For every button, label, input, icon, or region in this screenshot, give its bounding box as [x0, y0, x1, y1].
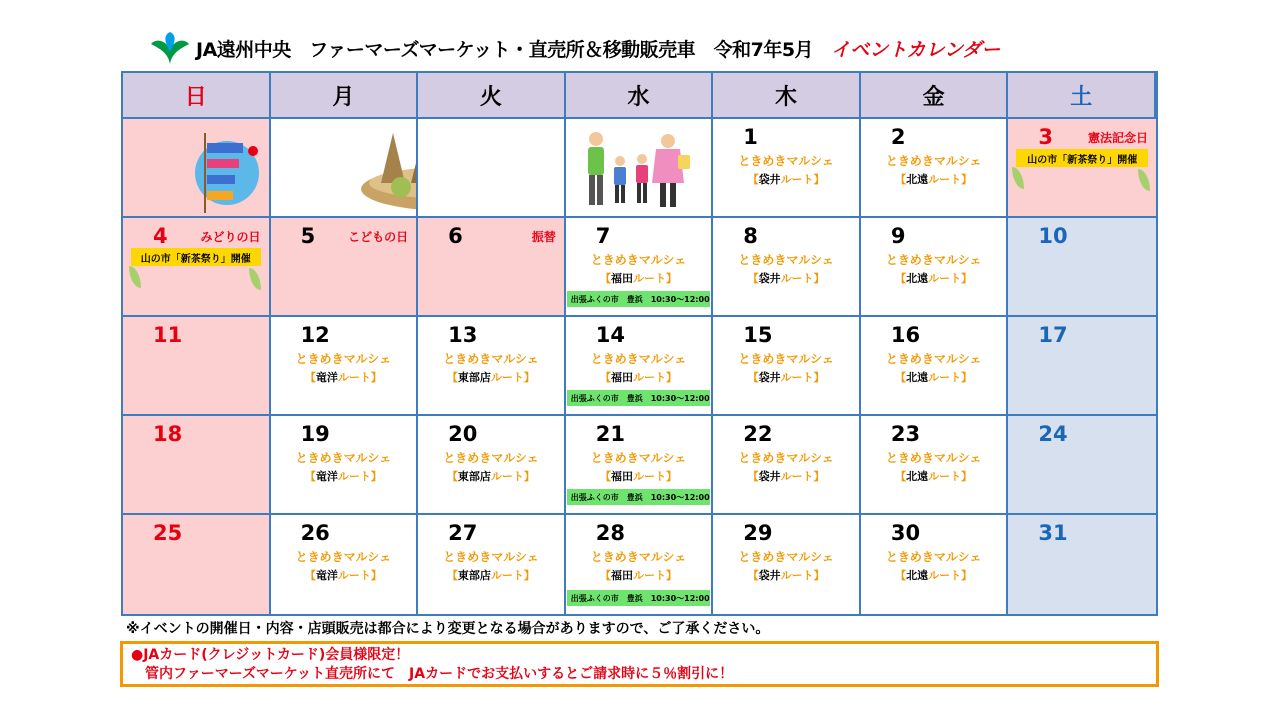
- route-label: 【竜洋ルート】: [304, 371, 382, 384]
- family-walking-icon: [570, 125, 710, 215]
- route-suffix: ルート: [632, 272, 666, 285]
- tea-leaf-icon: [1012, 167, 1024, 189]
- route-label: 【福田ルート】: [599, 371, 677, 384]
- calendar-cell-day-15: [713, 317, 861, 416]
- route-suffix: ルート: [337, 371, 371, 384]
- calendar-cell-empty: [271, 119, 419, 218]
- route-name: 北遠: [906, 470, 929, 483]
- calendar-cell-day-29: [713, 515, 861, 614]
- weekday-header-tue: 火: [418, 73, 566, 119]
- route-suffix: ルート: [337, 470, 371, 483]
- route-label: 【竜洋ルート】: [304, 569, 382, 582]
- route-name: 袋井: [758, 371, 781, 384]
- calendar-cell-empty: [418, 119, 566, 218]
- calendar-cell-day-3: [1008, 119, 1156, 218]
- route-name: 竜洋: [315, 569, 338, 582]
- holiday-label: 憲法記念日: [1087, 131, 1148, 145]
- day-number: 4: [153, 224, 168, 248]
- event-calendar: [121, 71, 1158, 616]
- calendar-cell-day-11: [123, 317, 271, 416]
- route-name: 北遠: [906, 569, 929, 582]
- route-label: 【北遠ルート】: [895, 470, 973, 483]
- marche-label: ときめきマルシェ: [590, 352, 687, 366]
- day-number: 2: [890, 125, 906, 149]
- calendar-header: [148, 28, 1148, 68]
- calendar-cell-day-6: [418, 218, 566, 317]
- day-number: 18: [153, 422, 183, 446]
- day-number: 17: [1038, 323, 1068, 347]
- calendar-cell-day-20: [418, 416, 566, 515]
- day-number: 9: [890, 224, 906, 248]
- day-number: 19: [300, 422, 330, 446]
- route-suffix: ルート: [928, 371, 962, 384]
- route-suffix: ルート: [928, 470, 962, 483]
- calendar-cell-day-17: [1008, 317, 1156, 416]
- route-label: 【北遠ルート】: [895, 371, 973, 384]
- route-name: 東部店: [457, 470, 491, 483]
- tea-leaf-icon: [129, 266, 141, 288]
- route-label: 【東部店ルート】: [446, 470, 535, 483]
- calendar-cell-day-13: [418, 317, 566, 416]
- calendar-cell-empty: [566, 119, 714, 218]
- marche-label: ときめきマルシェ: [295, 550, 392, 564]
- route-suffix: ルート: [632, 569, 666, 582]
- carp-streamer-icon: [191, 125, 271, 215]
- calendar-cell-day-19: [271, 416, 419, 515]
- route-name: 袋井: [758, 173, 781, 186]
- calendar-cell-day-18: [123, 416, 271, 515]
- route-suffix: ルート: [928, 569, 962, 582]
- route-label: 【福田ルート】: [599, 569, 677, 582]
- marche-label: ときめきマルシェ: [443, 352, 539, 366]
- day-number: 22: [743, 422, 773, 446]
- route-suffix: ルート: [632, 470, 666, 483]
- fukunoichi-event-badge: 出張ふくの市 豊浜 10:30～12:00: [567, 390, 711, 406]
- day-number: 8: [743, 224, 758, 248]
- marche-label: ときめきマルシェ: [738, 451, 834, 465]
- calendar-cell-day-28: [566, 515, 714, 614]
- day-number: 14: [595, 323, 625, 347]
- route-label: 【北遠ルート】: [895, 173, 973, 186]
- day-number: 30: [890, 521, 921, 545]
- route-suffix: ルート: [490, 470, 524, 483]
- route-suffix: ルート: [780, 470, 814, 483]
- day-number: 13: [448, 323, 478, 347]
- route-label: 【北遠ルート】: [895, 272, 973, 285]
- fukunoichi-event-badge: 出張ふくの市 豊浜 10:30～12:00: [567, 590, 711, 606]
- tea-leaf-icon: [1138, 169, 1150, 191]
- route-label: 【東部店ルート】: [446, 569, 535, 582]
- holiday-label: 振替: [531, 230, 556, 244]
- day-number: 27: [448, 521, 478, 545]
- weekday-header-thu: 木: [713, 73, 861, 119]
- route-name: 袋井: [758, 470, 781, 483]
- day-number: 25: [153, 521, 183, 545]
- day-number: 26: [300, 521, 330, 545]
- ja-card-promo-box: [120, 641, 1159, 687]
- disclaimer-note: ※イベントの開催日・内容・店頭販売は都合により変更となる場合がありますので、ご了承ください。: [126, 621, 770, 637]
- fukunoichi-event-badge: 出張ふくの市 豊浜 10:30～12:00: [567, 291, 711, 307]
- marche-label: ときめきマルシェ: [295, 451, 392, 465]
- page-title: JA遠州中央 ファーマーズマーケット・直売所＆移動販売車 令和7年5月: [196, 38, 814, 61]
- calendar-cell-day-5: [271, 218, 419, 317]
- calendar-cell-day-7: [566, 218, 714, 317]
- route-name: 袋井: [758, 272, 781, 285]
- marche-label: ときめきマルシェ: [885, 253, 982, 267]
- marche-label: ときめきマルシェ: [738, 352, 834, 366]
- day-number: 3: [1038, 125, 1054, 149]
- holiday-label: こどもの日: [348, 230, 409, 244]
- page-subtitle: イベントカレンダー: [831, 38, 1001, 61]
- calendar-cell-day-12: [271, 317, 419, 416]
- day-number: 5: [300, 224, 316, 248]
- marche-label: ときめきマルシェ: [590, 253, 687, 267]
- route-suffix: ルート: [632, 371, 666, 384]
- route-name: 竜洋: [315, 470, 338, 483]
- route-label: 【袋井ルート】: [747, 371, 825, 384]
- route-name: 福田: [610, 470, 633, 483]
- route-label: 【福田ルート】: [599, 272, 677, 285]
- calendar-cell-day-25: [123, 515, 271, 614]
- calendar-cell-day-30: [861, 515, 1009, 614]
- calendar-cell-day-23: [861, 416, 1009, 515]
- marche-label: ときめきマルシェ: [590, 451, 687, 465]
- marche-label: ときめきマルシェ: [738, 154, 834, 168]
- route-name: 竜洋: [315, 371, 338, 384]
- marche-label: ときめきマルシェ: [885, 154, 982, 168]
- route-suffix: ルート: [780, 173, 814, 186]
- calendar-cell-day-31: [1008, 515, 1156, 614]
- fukunoichi-event-badge: 出張ふくの市 豊浜 10:30～12:00: [567, 489, 711, 505]
- day-number: 11: [153, 323, 183, 347]
- calendar-cell-day-8: [713, 218, 861, 317]
- day-number: 16: [890, 323, 921, 347]
- route-name: 北遠: [906, 173, 929, 186]
- route-name: 東部店: [457, 569, 491, 582]
- day-number: 31: [1038, 521, 1068, 545]
- route-name: 福田: [610, 272, 633, 285]
- route-suffix: ルート: [780, 371, 814, 384]
- route-name: 袋井: [758, 569, 781, 582]
- weekday-header-mon: 月: [271, 73, 419, 119]
- calendar-cell-day-22: [713, 416, 861, 515]
- weekday-header-wed: 水: [566, 73, 714, 119]
- route-name: 北遠: [906, 371, 929, 384]
- marche-label: ときめきマルシェ: [738, 253, 834, 267]
- ja-logo-icon: [148, 30, 192, 66]
- calendar-cell-day-10: [1008, 218, 1156, 317]
- marche-label: ときめきマルシェ: [885, 451, 982, 465]
- ja-card-promo-line2: 管内ファーマーズマーケット直売所にて JAカードでお支払いするとご請求時に５％割引に！: [131, 666, 734, 682]
- route-label: 【福田ルート】: [599, 470, 677, 483]
- calendar-cell-day-2: [861, 119, 1009, 218]
- calendar-cell-day-21: [566, 416, 714, 515]
- route-suffix: ルート: [780, 272, 814, 285]
- route-suffix: ルート: [490, 569, 524, 582]
- day-number: 21: [595, 422, 625, 446]
- day-number: 20: [448, 422, 478, 446]
- marche-label: ときめきマルシェ: [885, 352, 982, 366]
- calendar-cell-day-4: [123, 218, 271, 317]
- route-name: 福田: [610, 371, 633, 384]
- calendar-cell-day-27: [418, 515, 566, 614]
- route-suffix: ルート: [490, 371, 524, 384]
- weekday-header-sun: 日: [123, 73, 271, 119]
- route-label: 【北遠ルート】: [895, 569, 973, 582]
- calendar-cell-empty: [123, 119, 271, 218]
- day-number: 15: [743, 323, 773, 347]
- calendar-cell-day-9: [861, 218, 1009, 317]
- route-name: 東部店: [457, 371, 491, 384]
- day-number: 23: [890, 422, 921, 446]
- day-number: 1: [743, 125, 758, 149]
- weekday-header-fri: 金: [861, 73, 1009, 119]
- calendar-cell-day-14: [566, 317, 714, 416]
- route-name: 福田: [610, 569, 633, 582]
- marche-label: ときめきマルシェ: [590, 550, 687, 564]
- route-label: 【袋井ルート】: [747, 173, 825, 186]
- holiday-label: みどりの日: [200, 230, 261, 244]
- calendar-cell-day-1: [713, 119, 861, 218]
- ja-card-promo-line1: ●JAカード(クレジットカード)会員様限定！: [131, 647, 410, 663]
- day-number: 12: [300, 323, 330, 347]
- calendar-cell-day-24: [1008, 416, 1156, 515]
- tea-leaf-icon: [249, 268, 261, 290]
- weekday-header-sat: 土: [1008, 73, 1156, 119]
- marche-label: ときめきマルシェ: [443, 550, 539, 564]
- marche-label: ときめきマルシェ: [443, 451, 539, 465]
- calendar-cell-day-16: [861, 317, 1009, 416]
- day-number: 24: [1038, 422, 1068, 446]
- route-label: 【袋井ルート】: [747, 470, 825, 483]
- route-label: 【竜洋ルート】: [304, 470, 382, 483]
- route-suffix: ルート: [780, 569, 814, 582]
- route-suffix: ルート: [928, 272, 962, 285]
- bamboo-shoot-basket-icon: [331, 125, 419, 215]
- tea-festival-banner: 山の市「新茶祭り」開催: [1016, 149, 1148, 167]
- day-number: 29: [743, 521, 773, 545]
- day-number: 6: [448, 224, 463, 248]
- day-number: 10: [1038, 224, 1068, 248]
- marche-label: ときめきマルシェ: [738, 550, 834, 564]
- day-number: 7: [595, 224, 611, 248]
- marche-label: ときめきマルシェ: [885, 550, 982, 564]
- route-suffix: ルート: [337, 569, 371, 582]
- marche-label: ときめきマルシェ: [295, 352, 392, 366]
- route-suffix: ルート: [928, 173, 962, 186]
- route-label: 【袋井ルート】: [747, 272, 825, 285]
- route-label: 【東部店ルート】: [446, 371, 535, 384]
- route-label: 【袋井ルート】: [747, 569, 825, 582]
- tea-festival-banner: 山の市「新茶祭り」開催: [131, 248, 261, 266]
- calendar-cell-day-26: [271, 515, 419, 614]
- route-name: 北遠: [906, 272, 929, 285]
- day-number: 28: [595, 521, 625, 545]
